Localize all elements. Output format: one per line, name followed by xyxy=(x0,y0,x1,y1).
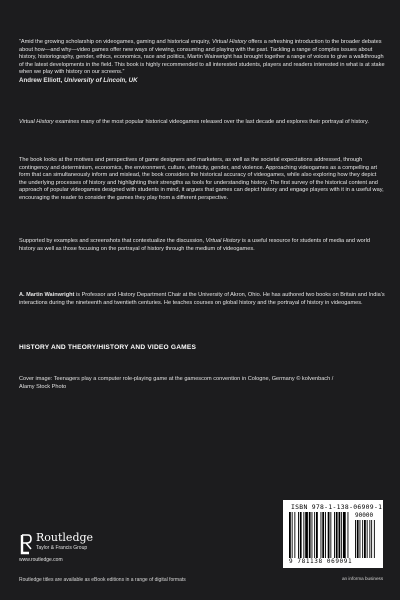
cover-image-credit: Cover image: Teenagers play a computer role-playing game at the gamescom convention in Cologne, Germany © kolvenbach / Alamy Stock Photo xyxy=(19,376,334,390)
isbn-barcode xyxy=(283,500,383,568)
publisher-logo xyxy=(19,531,129,565)
intro-text: examines many of the most popular historical videogames released over the last decade and explores their portrayal of history. xyxy=(53,119,369,125)
usefulness-text-start: Supported by examples and screenshots that contextualize the discussion, xyxy=(19,238,206,244)
publisher-url: www.routledge.com xyxy=(19,557,63,563)
quote-text-end: offers a refreshing introduction to the broader debates about how—and why—video games offer new ways of viewing, consuming and playing with the past. Tackling a range of complex issues about history, historiography, gender, ethics, economics, race and politics, Martin Wainwright has brought together a range of voices to give a walkthrough of the latest developments in the field. This book is highly recommended to all interested students, players and readers interested in what is at stake when we play with history on our screens.” xyxy=(19,39,385,76)
quote-attribution xyxy=(19,77,385,85)
barcode-graphic xyxy=(289,512,377,558)
ebook-note: Routledge titles are available as eBook editions in a range of digital formats xyxy=(19,577,186,583)
isbn-label: ISBN 978-1-138-06909-1 xyxy=(291,503,383,511)
price-code: 90000 xyxy=(355,512,374,519)
quote-book-title: Virtual History xyxy=(211,39,247,45)
usefulness-text-end: is a useful resource for students of media and world history as well as those focusing on the portrayal of history through the medium of videogames. xyxy=(19,238,370,252)
author-bio-text: is Professor and History Department Chair at the University of Akron, Ohio. He has authored two books on Britain and India’s interactions during the nineteenth and twentieth centuries. He teaches courses on global history and the portrayal of history in videogames. xyxy=(19,292,385,306)
subject-category: HISTORY AND THEORY/HISTORY AND VIDEO GAMES xyxy=(19,344,197,351)
quote-affiliation: University of Lincoln, UK xyxy=(62,76,138,84)
publisher-name: Routledge xyxy=(36,531,94,544)
author-name: A. Martin Wainwright xyxy=(19,292,75,298)
description-text: The book looks at the motives and perspectives of game designers and marketers, as well as the societal expectations addressed, through contingency and determinism, economics, the environment, culture, ethnicity, gender, and violence. Approaching videogames as a compelling art form that can simultaneously inform and mislead, the book considers the historical accuracy of videogames, while also exploring how they depict the underlying processes of history and highlighting their strengths as tools for understanding history. The first survey of the historical content and approach of popular videogames designed with students in mind, it argues that games can depict history and engage players with it in a useful way, encouraging the reader to consider the games they play from a different perspective. xyxy=(19,157,384,201)
informa-note: an informa business xyxy=(342,576,384,581)
publisher-group: Taylor & Francis Group xyxy=(36,545,88,551)
usefulness-book-title: Virtual History xyxy=(205,238,241,244)
endorsement-quote xyxy=(19,39,385,85)
routledge-logo-icon xyxy=(19,533,32,555)
description-paragraph xyxy=(19,157,385,203)
barcode-number: 9 781138 069091 xyxy=(289,558,353,565)
quote-text-start: “Amid the growing scholarship on videogames, gaming and historical enquiry, xyxy=(19,39,212,45)
quote-author: Andrew Elliott, xyxy=(19,76,63,84)
usefulness-paragraph xyxy=(19,238,385,253)
author-bio xyxy=(19,292,385,307)
intro-paragraph xyxy=(19,119,385,127)
intro-book-title: Virtual History xyxy=(19,119,54,125)
